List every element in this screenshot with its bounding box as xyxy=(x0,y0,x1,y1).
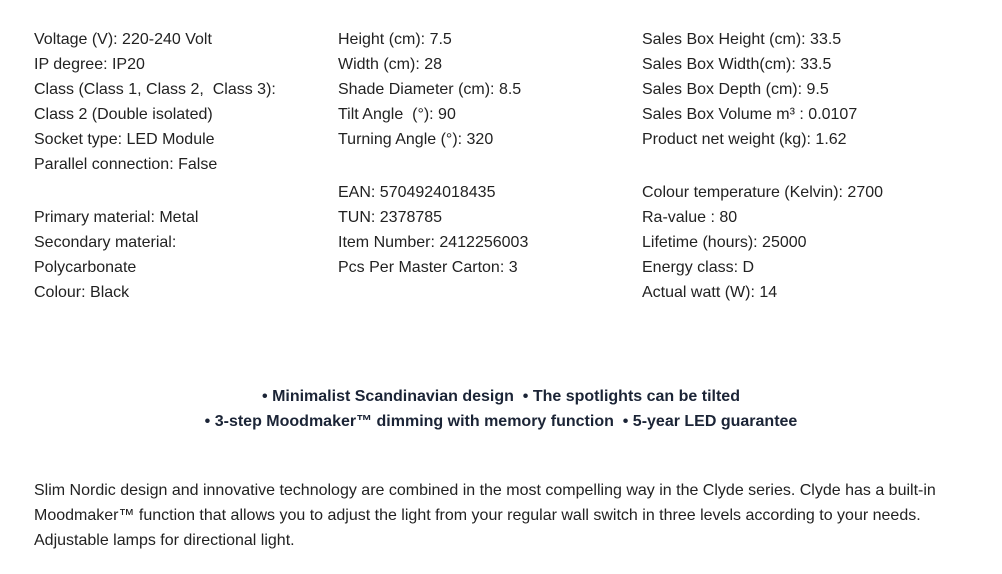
spec-ip-degree: IP degree: IP20 xyxy=(34,56,145,73)
spec-secondary-material-label: Secondary material: xyxy=(34,234,177,251)
spec-tilt-angle: Tilt Angle (°): 90 xyxy=(338,106,456,123)
spec-sales-box-height: Sales Box Height (cm): 33.5 xyxy=(642,31,842,48)
spec-item-number: Item Number: 2412256003 xyxy=(338,234,529,251)
spec-empty-line xyxy=(338,152,638,177)
spec-secondary-material-value: Polycarbonate xyxy=(34,259,137,276)
description-line: Adjustable lamps for directional light. xyxy=(34,532,295,549)
spec-ean: EAN: 5704924018435 xyxy=(338,184,496,201)
spec-energy-class: Energy class: D xyxy=(642,259,755,276)
spec-voltage: Voltage (V): 220-240 Volt xyxy=(34,31,212,48)
spec-tun: TUN: 2378785 xyxy=(338,209,443,226)
spec-socket-type: Socket type: LED Module xyxy=(34,131,215,148)
description-line: Moodmaker™ function that allows you to adjust the light from your regular wall switch in three levels according to your needs. xyxy=(34,507,921,524)
spec-group-spacer xyxy=(34,177,334,205)
spec-height: Height (cm): 7.5 xyxy=(338,31,452,48)
spec-parallel-connection: Parallel connection: False xyxy=(34,156,218,173)
spec-empty-line xyxy=(642,152,992,177)
feature-highlights xyxy=(0,384,1002,434)
spec-ra-value: Ra-value : 80 xyxy=(642,209,738,226)
spec-column-1 xyxy=(34,27,334,305)
spec-sales-box-width: Sales Box Width(cm): 33.5 xyxy=(642,56,832,73)
spec-turning-angle: Turning Angle (°): 320 xyxy=(338,131,494,148)
feature-line: • Minimalist Scandinavian design • The spotlights can be tilted xyxy=(262,388,740,405)
spec-product-net-weight: Product net weight (kg): 1.62 xyxy=(642,131,847,148)
spec-column-2 xyxy=(338,27,638,280)
spec-pcs-per-master-carton: Pcs Per Master Carton: 3 xyxy=(338,259,518,276)
spec-shade-diameter: Shade Diameter (cm): 8.5 xyxy=(338,81,522,98)
feature-line: • 3-step Moodmaker™ dimming with memory function • 5-year LED guarantee xyxy=(204,413,798,430)
spec-sales-box-depth: Sales Box Depth (cm): 9.5 xyxy=(642,81,829,98)
spec-class-value: Class 2 (Double isolated) xyxy=(34,106,213,123)
spec-class-label: Class (Class 1, Class 2, Class 3): xyxy=(34,81,276,98)
product-description xyxy=(34,478,994,553)
spec-actual-watt: Actual watt (W): 14 xyxy=(642,284,778,301)
spec-lifetime: Lifetime (hours): 25000 xyxy=(642,234,807,251)
spec-primary-material: Primary material: Metal xyxy=(34,209,199,226)
description-line: Slim Nordic design and innovative technology are combined in the most compelling way in the Clyde series. Clyde has a built-in xyxy=(34,482,936,499)
spec-colour-temperature: Colour temperature (Kelvin): 2700 xyxy=(642,184,884,201)
spec-column-3 xyxy=(642,27,992,305)
spec-sales-box-volume: Sales Box Volume m³ : 0.0107 xyxy=(642,106,858,123)
spec-width: Width (cm): 28 xyxy=(338,56,443,73)
spec-colour: Colour: Black xyxy=(34,284,130,301)
